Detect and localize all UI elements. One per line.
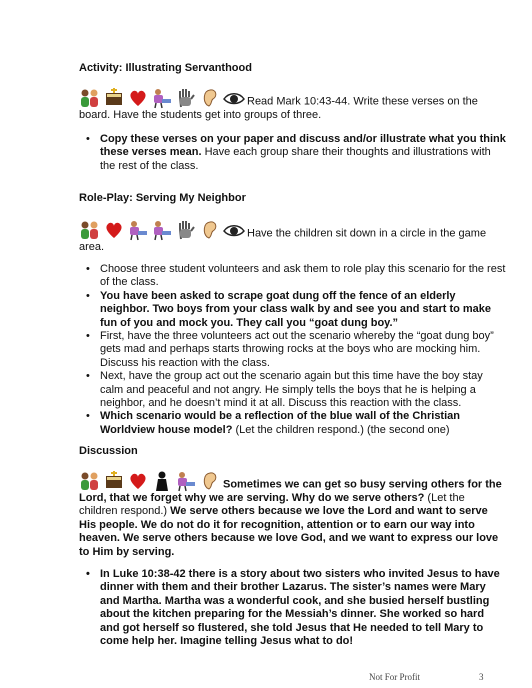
activity-intro-text: Read Mark 10:43-44. Write these verses on the board. Have the students get into groups of three. [79, 95, 478, 121]
ear-icon [199, 87, 221, 109]
heart-icon [103, 219, 125, 241]
ear-icon [199, 470, 221, 492]
list-item [79, 290, 506, 330]
discussion-para1-bold-a: Sometimes we can get so busy serving others for the Lord, that we forget why we are serving. Why do we serve others? [79, 478, 502, 504]
roleplay-icon-row [79, 219, 245, 241]
discussion-icon-row [79, 470, 221, 492]
people-icon [79, 87, 101, 109]
bullet-text: Have each group share their thoughts and illustrations with the rest of the class. [100, 146, 491, 172]
heart-icon [127, 470, 149, 492]
discussion-bullets [79, 568, 506, 648]
eye-icon [223, 219, 245, 241]
list-item [79, 410, 506, 437]
list-item [79, 370, 506, 410]
eye-icon [223, 87, 245, 109]
activity-heading: Activity: Illustrating Servanthood [79, 62, 252, 74]
roleplay-intro-text: Have the children sit down in a circle in the game area. [79, 227, 487, 253]
hand-icon [175, 219, 197, 241]
bullet-bold-text: You have been asked to scrape goat dung off the fence of an elderly neighbor. Two boys from your class walk by and see you and start to make fun of you and mock you. They call you “goat dung boy.” [100, 289, 492, 329]
bullet-text: Choose three student volunteers and ask them to role play this scenario for the rest of the class. [100, 263, 506, 289]
bullet-text: Next, have the group act out the scenario again but this time have the boy stay calm and peaceful and not angry. He simply tells the boys that he is helping a neighbor, and he doesn’t mind it at all. Discuss this reaction with the class. [100, 370, 483, 410]
bullet-text: (Let the children respond.) (the second one) [232, 423, 450, 436]
roleplay-intro [79, 219, 506, 254]
people-icon [79, 219, 101, 241]
roleplay-heading: Role-Play: Serving My Neighbor [79, 192, 246, 204]
activity-bullets [79, 133, 506, 173]
servant-icon [151, 219, 173, 241]
servant-icon [175, 470, 197, 492]
discussion-heading: Discussion [79, 445, 138, 457]
heart-icon [127, 87, 149, 109]
list-item [79, 263, 506, 290]
list-item [79, 330, 506, 370]
list-item [79, 568, 506, 648]
praying-icon [151, 470, 173, 492]
roleplay-bullets [79, 263, 506, 437]
servant-icon [151, 87, 173, 109]
discussion-para1-plain: (Let the children respond.) [79, 492, 465, 518]
servant-icon [127, 219, 149, 241]
bible-icon [103, 87, 125, 109]
footer-label: Not For Profit [369, 672, 421, 682]
bullet-bold-text: Copy these verses on your paper and discuss and/or illustrate what you think these verses mean. [100, 133, 506, 159]
discussion-para1-bold-c: We serve others because we love the Lord and want to serve His people. We do not do it for recognition, attention or to earn our way into heaven. We serve others because we love God, and we want to express our love to Him by serving. [79, 505, 499, 558]
ear-icon [199, 219, 221, 241]
bullet-text: First, have the three volunteers act out the scenario whereby the “goat dung boy” gets mad and perhaps starts throwing rocks at the boys who are mocking him. Discuss his reaction with the class. [100, 330, 494, 369]
people-icon [79, 470, 101, 492]
bible-icon [103, 470, 125, 492]
page-number: 3 [479, 672, 484, 682]
activity-intro [79, 87, 506, 122]
activity-icon-row [79, 87, 245, 109]
list-item [79, 133, 506, 173]
bullet-bold-text: In Luke 10:38-42 there is a story about two sisters who invited Jesus to have dinner with them and their brother Lazarus. The sister’s names were Mary and Martha. Martha was a wonderful cook, and she busied herself bustling about the kitchen preparing for the Messiah’s dinner. She worked so hard and got herself so flustered, she told Jesus that He needed to tell Mary to come help her. Imagine telling Jesus what to do! [100, 568, 500, 648]
hand-icon [175, 87, 197, 109]
discussion-paragraph-1 [79, 470, 506, 559]
bullet-bold-text: Which scenario would be a reflection of the blue wall of the Christian Worldview house model? [100, 410, 460, 436]
